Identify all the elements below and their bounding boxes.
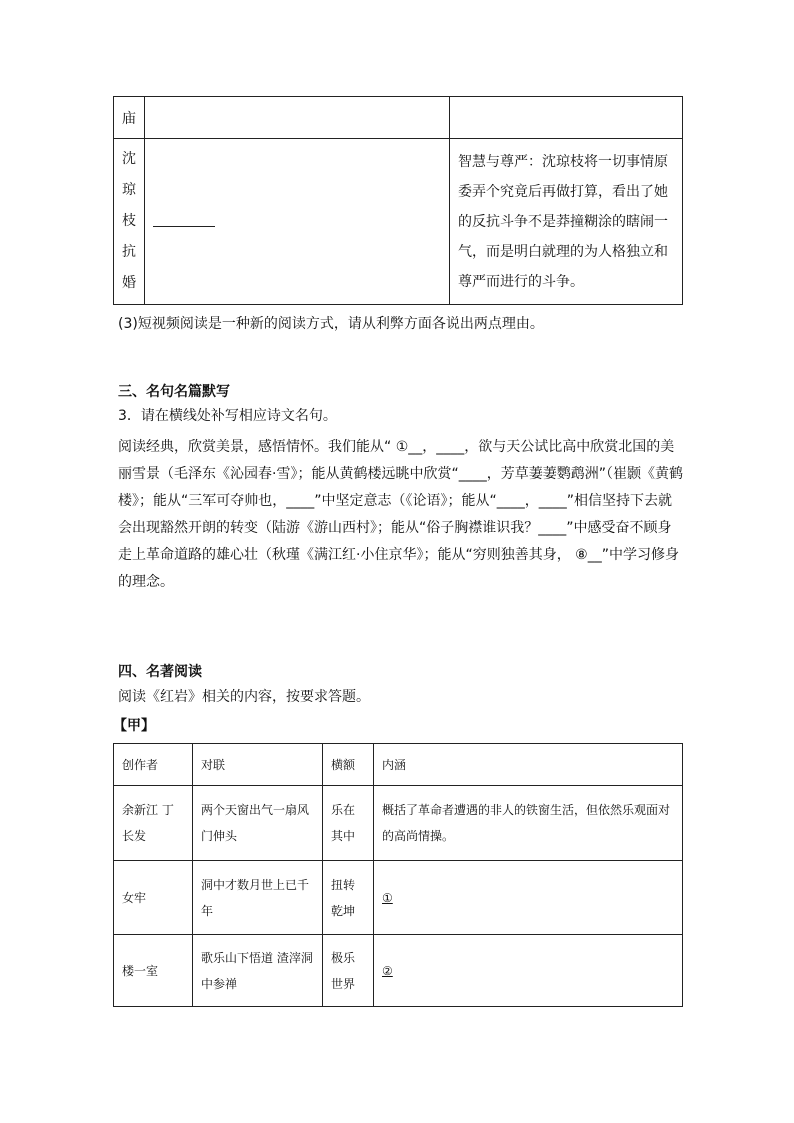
cell-meaning [374,861,683,935]
answer-blank-1: ① [382,890,393,905]
section-3-question: 3．请在横线处补写相应诗文名句。 [118,408,337,424]
analysis-cell: 智慧与尊严：沈琼枝将一切事情原委弄个究竟后再做打算，看出了她的反抗斗争不是莽撞糊涂的瞎闹一气，而是明白就理的为人格独立和尊严而进行的斗争。 [450,139,683,305]
cell-couplet: 歌乐山下悟道 渣滓洞中参禅 [193,935,323,1007]
answer-cell [145,97,450,139]
label-char: 抗 [122,244,136,260]
analysis-cell [450,97,683,139]
cell-meaning [374,935,683,1007]
answer-blank-2: ② [382,963,393,978]
question-3-text: (3)短视频阅读是一种新的阅读方式，请从利弊方面各说出两点理由。 [118,316,544,332]
answer-blank [153,212,215,227]
header-couplet: 对联 [193,744,323,786]
table-row [114,786,683,861]
table-row [114,861,683,935]
red-crag-table [113,743,683,1007]
label-char: 婚 [122,275,136,291]
section-3-heading: 三、名句名篇默写 [118,384,230,400]
answer-cell [145,139,450,305]
section-4-label: 【甲】 [113,718,155,734]
table-header-row [114,744,683,786]
cell-author: 楼一室 [114,935,193,1007]
cell-banner: 扭转乾坤 [323,861,374,935]
row-label-shen-qiongzhi [114,139,145,305]
cell-author: 女牢 [114,861,193,935]
header-author: 创作者 [114,744,193,786]
header-banner: 横额 [323,744,374,786]
cell-author: 余新江 丁长发 [114,786,193,861]
cell-couplet: 洞中才数月世上已千年 [193,861,323,935]
cell-couplet: 两个天窗出气一扇风门伸头 [193,786,323,861]
header-meaning: 内涵 [374,744,683,786]
label-char: 沈 [122,151,136,167]
cell-banner: 极乐世界 [323,935,374,1007]
label-char: 枝 [122,213,136,229]
label-char: 琼 [122,182,136,198]
section-4-intro: 阅读《红岩》相关的内容，按要求答题。 [118,689,370,705]
character-analysis-table [113,96,683,305]
table-row [114,97,683,139]
section-4-heading: 四、名著阅读 [118,664,202,680]
table-row [114,139,683,305]
section-3-body: 阅读经典，欣赏美景，感悟情怀。我们能从“ ①__，____，欲与天公试比高中欣赏北国的美丽雪景（毛泽东《沁园春·雪》；能从黄鹤楼远眺中欣赏“____，芳草萋萋鹦鹉洲”（崔颢《黄鹤楼》；能从“三军可夺帅也，____”中坚定意志（《论语》；能从“____，____”相信坚持下去就会出现豁然开朗的转变（陆游《游山西村》；能从“俗子胸襟谁识我？____”中感受奋不顾身走上革命道路的雄心壮（秋瑾《满江红·小住京华》；能从“穷则独善其身， ⑧__”中学习修身的理念。 [118,439,683,590]
table-row [114,935,683,1007]
cell-meaning: 概括了革命者遭遇的非人的铁窗生活，但依然乐观面对的高尚情操。 [374,786,683,861]
cell-banner: 乐在其中 [323,786,374,861]
row-label-temple: 庙 [114,97,145,139]
